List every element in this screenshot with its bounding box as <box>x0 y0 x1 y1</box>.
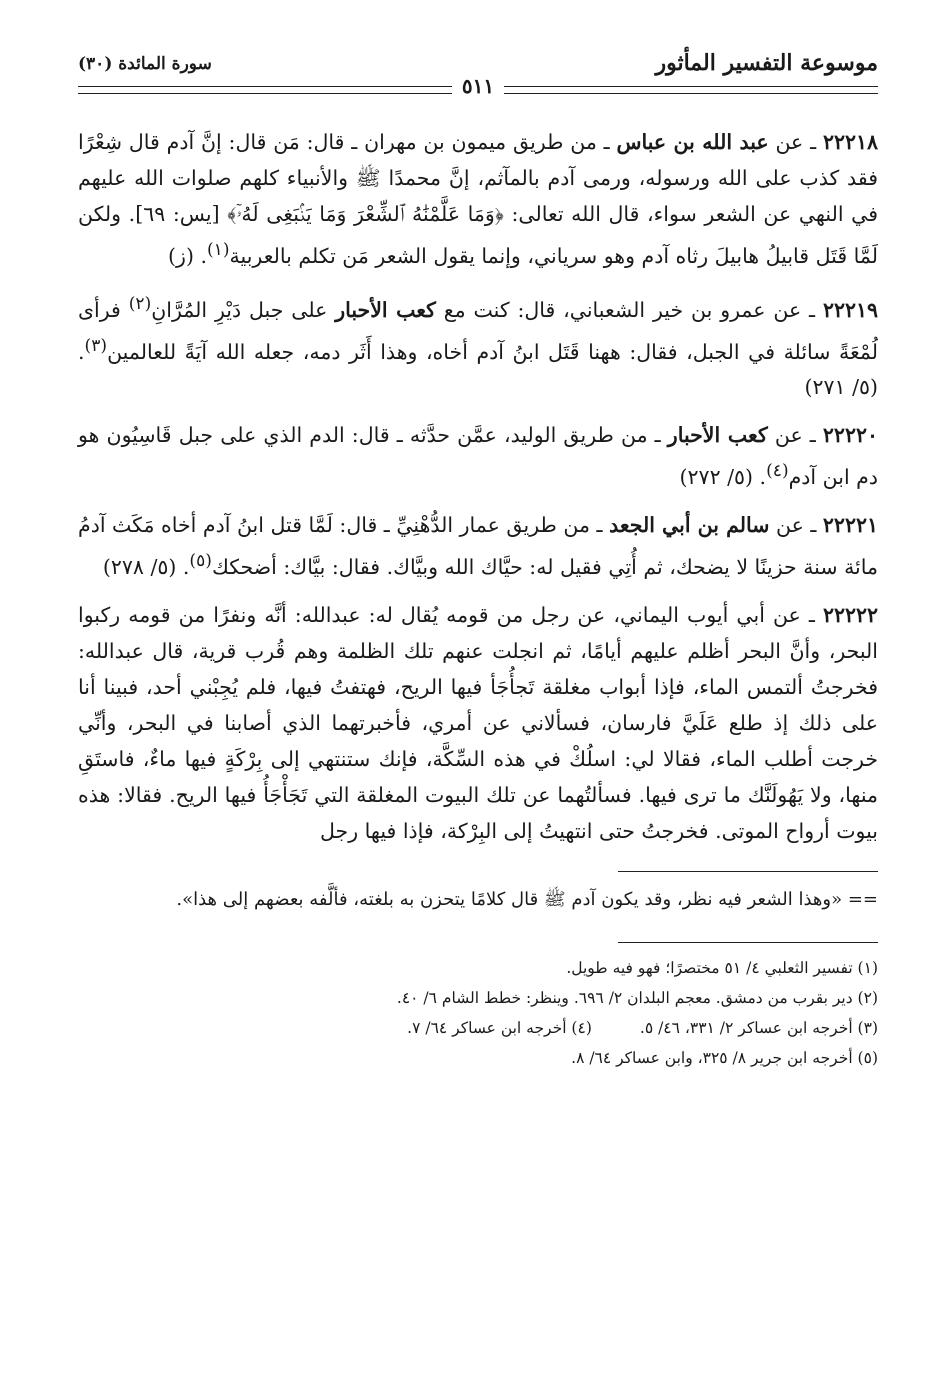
footnote-row <box>78 1013 878 1043</box>
narrator: سالم بن أبي الجعد <box>609 513 770 538</box>
footnote-ref: (٢) <box>128 293 152 314</box>
page-number: ٥١١ <box>452 74 504 98</box>
footnote-4: (٤) أخرجه ابن عساكر ٦٤/ ٧. <box>407 1019 592 1038</box>
entry-22218: ٢٢٢١٨ ـ عن عبد الله بن عباس ـ من طريق ميمون بن مهران ـ قال: مَن قال: إنَّ آدم قال شِعْرًا فقد كذب على الله ورسوله، ورمى آدم بالمآثم، إنَّ محمدًا ﷺ والأنبياء كلهم صلوات الله عليهم في النهي عن الشعر سواء، قال الله تعالى: ﴿وَمَا عَلَّمْنَٰهُ ٱلشِّعْرَ وَمَا يَنۢبَغِى لَهُۥٓ﴾ [يس: ٦٩]. ولكن لَمَّا قَتَل قابيلُ هابيلَ رثاه آدم وهو سرياني، وإنما يقول الشعر مَن تكلم بالعربية$^{(١)}$. (ز) <box>78 130 879 268</box>
narrator: كعب الأحبار <box>667 423 768 448</box>
entries <box>78 124 878 849</box>
entry-22219: ٢٢٢١٩ ـ عن عمرو بن خير الشعباني، قال: كنت مع كعب الأحبار على جبل دَيْرِ المُرَّانِ$^{(٢)}$ فرأى لُمْعَةً سائلة في الجبل، فقال: ههنا قَتَل ابنُ آدم أخاه، وهذا أَثَر دمه، جعله الله آيَةً للعالمين$^{(٣)}$. (٥/ ٢٧١) <box>78 293 878 400</box>
footnote-3: (٣) أخرجه ابن عساكر ٢/ ٣٣١، ٤٦/ ٥. <box>639 1019 878 1038</box>
entry-number: ٢٢٢٢٠ <box>822 423 878 448</box>
footnote-ref: (٥) <box>189 551 212 572</box>
continued-footnote: == «وهذا الشعر فيه نظر، وقد يكون آدم ﷺ قال كلامًا يتحزن به بلغته، فألَّفه بعضهم إلى هذا». <box>176 889 878 911</box>
narrator: كعب الأحبار <box>335 297 436 322</box>
entry-22220: ٢٢٢٢٠ ـ عن كعب الأحبار ـ من طريق الوليد، عمَّن حدَّثه ـ قال: الدم الذي على جبل قَاسِيُون هو دم ابن آدم$^{(٤)}$. (٥/ ٢٧٢) <box>78 423 878 490</box>
footnote-1: (١) تفسير الثعلبي ٤/ ٥١ مختصرًا؛ فهو فيه طويل. <box>566 959 878 978</box>
footnote-5: (٥) أخرجه ابن جرير ٨/ ٣٢٥، وابن عساكر ٦٤/ ٨. <box>571 1049 878 1068</box>
page-header <box>78 50 878 98</box>
footnote-2: (٢) دير بقرب من دمشق. معجم البلدان ٢/ ٦٩٦. وينظر: خطط الشام ٦/ ٤٠. <box>396 989 878 1008</box>
continued-note-divider <box>618 871 878 872</box>
footnote-ref: (٤) <box>766 461 789 482</box>
footnotes-divider <box>618 942 878 943</box>
entry-22222: ٢٢٢٢٢ ـ عن أبي أيوب اليماني، عن رجل من قومه يُقال له: عبدالله: أنَّه ونفرًا من قومه ركبوا البحر، وأنَّ البحر أظلم عليهم أيامًا، ثم انجلت عنهم تلك الظلمة وهم قُرب قرية، قال عبدالله: فخرجتُ ألتمس الماء، فإذا أبواب مغلقة تَجأُجَأ فيها الريح، فهتفتُ فيها، فلم يُجِبْني أحد، فبينا أنا على ذلك إذ طلع عَلَيَّ فارسان، فسألاني عن أمري، فأخبرتهما الذي أصابنا في البحر، وأنِّي خرجت أطلب الماء، فقالا لي: اسلُكْ في هذه السِّكَّة، فإنك ستنتهي إلى بِرْكَةٍ فيها ماءٌ، فاستَقِ منها، ولا يَهُولَنَّك ما ترى فيها. فسألتُهما عن تلك البيوت المغلقة التي تَجَأْجَأُ فيها الريح. فقالا: هذه بيوت أرواح الموتى. فخرجتُ حتى انتهيتُ إلى البِرْكة، فإذا فيها رجل <box>78 603 878 844</box>
surah-title: سورة المائدة (٣٠) <box>78 54 212 74</box>
footnote-ref: (١) <box>206 240 230 260</box>
page <box>78 50 878 1073</box>
entry-number: ٢٢٢٢١ <box>822 513 878 538</box>
narrator: عبد الله بن عباس <box>616 130 769 154</box>
entry-number: ٢٢٢١٩ <box>822 297 878 322</box>
entry-number: ٢٢٢١٨ <box>822 130 878 154</box>
entry-22221: ٢٢٢٢١ ـ عن سالم بن أبي الجعد ـ من طريق عمار الدُّهْنِيِّ ـ قال: لَمَّا قتل ابنُ آدم أخاه مَكَث آدمُ مائة سنة حزينًا لا يضحك، ثم أُتِي فقيل له: حيَّاك الله وبيَّاك. فقال: بيَّاك: أضحكك$^{(٥)}$. (٥/ ٢٧٨) <box>78 513 878 580</box>
footnotes <box>78 953 878 1073</box>
entry-number: ٢٢٢٢٢ <box>822 603 878 628</box>
footnote-ref: (٣) <box>84 335 108 356</box>
book-title: موسوعة التفسير المأثور <box>655 50 878 76</box>
